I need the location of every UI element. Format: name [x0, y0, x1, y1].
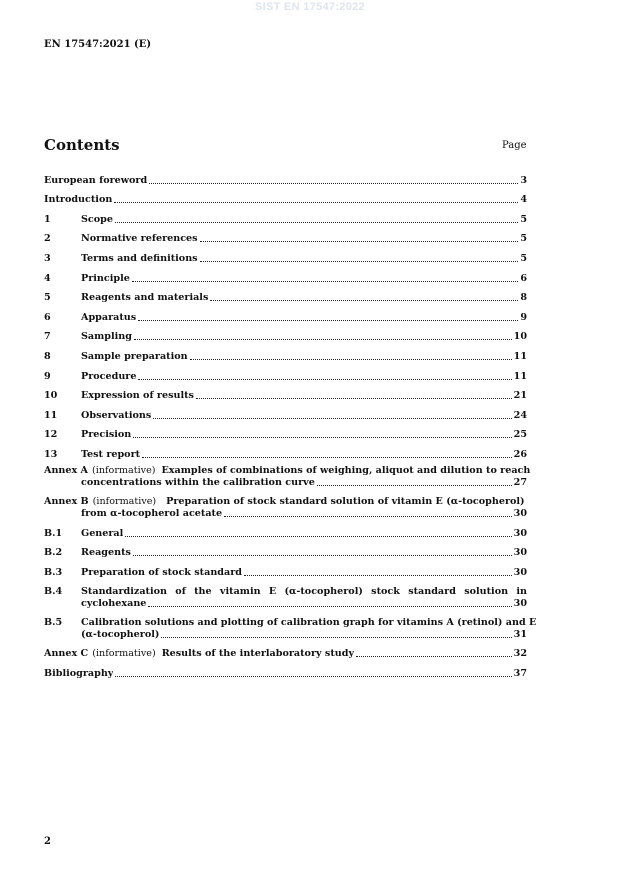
toc-entry-page: 6: [520, 272, 527, 284]
toc-entry-title: Principle: [81, 272, 130, 284]
toc-entry-number: B.4: [44, 585, 63, 597]
toc-entry-number: 1: [44, 213, 51, 225]
dot-leader: [115, 676, 511, 677]
toc-entry-page: 30: [513, 547, 527, 559]
toc-entry-clause[interactable]: [44, 245, 527, 265]
dot-leader: [149, 183, 518, 184]
toc-entry-page: 10: [513, 331, 527, 343]
dot-leader: [153, 418, 511, 419]
toc-entry-title: Sample preparation: [81, 350, 188, 362]
toc-entry-title: Terms and definitions: [81, 252, 198, 264]
dot-leader: [133, 555, 512, 556]
toc-entry-introduction[interactable]: [44, 187, 527, 207]
toc-entry-title: Apparatus: [81, 311, 137, 323]
toc-entry-annex-a[interactable]: [44, 464, 531, 489]
toc-entry-page: 21: [513, 390, 527, 402]
toc-entry-title: Bibliography: [44, 667, 114, 679]
toc-entry-title: Procedure: [81, 370, 137, 382]
toc-entry-page: 5: [520, 252, 527, 264]
toc-entry-number: 5: [44, 292, 51, 304]
toc-entry-number: 9: [44, 370, 51, 382]
toc-entry-title-line1: Calibration solutions and plotting of calibration graph for vitamins A (retinol) and E: [81, 616, 537, 628]
toc-entry-page: 24: [513, 409, 527, 421]
toc-entry-page: 26: [513, 448, 527, 460]
annex-title-line1: Examples of combinations of weighing, aliquot and dilution to reach: [161, 464, 531, 476]
toc-entry-number: 10: [44, 390, 58, 402]
dot-leader: [134, 339, 512, 340]
toc-entry-number: 2: [44, 233, 51, 245]
toc-entry-number: B.2: [44, 547, 63, 559]
toc-entry-page: 9: [520, 311, 527, 323]
dot-leader: [200, 261, 519, 262]
toc-entry-b-clause[interactable]: [44, 520, 527, 540]
toc-entry-bibliography[interactable]: [44, 660, 527, 680]
toc-entry-number: 3: [44, 252, 51, 264]
toc-entry-title-line1: Standardization of the vitamin E (α-tocopherol) stock standard solution in: [81, 585, 527, 597]
toc-entry-number: 13: [44, 448, 58, 460]
toc-entry-title: Introduction: [44, 194, 113, 206]
toc-entry-page: 11: [513, 370, 527, 382]
document-id: EN 17547:2021 (E): [44, 39, 152, 50]
annex-title-line2: from α-tocopherol acetate: [81, 507, 223, 519]
toc-entry-page: 27: [513, 476, 527, 488]
toc-entry-page: 25: [513, 429, 527, 441]
toc-entry-b5[interactable]: [44, 616, 537, 641]
toc-entry-clause[interactable]: [44, 383, 527, 403]
toc-entry-page: 5: [520, 233, 527, 245]
toc-entry-b4[interactable]: [44, 586, 527, 610]
dot-leader: [196, 398, 512, 399]
contents-title: Contents: [44, 136, 120, 154]
dot-leader: [138, 320, 518, 321]
toc-entry-number: 6: [44, 311, 51, 323]
dot-leader: [244, 575, 512, 576]
toc-entry-clause[interactable]: [44, 285, 527, 305]
annex-label: Annex A: [44, 464, 89, 476]
dot-leader: [224, 516, 512, 517]
toc-entry-clause[interactable]: [44, 206, 527, 226]
toc-entry-clause[interactable]: [44, 304, 527, 324]
annex-type: (informative): [92, 648, 156, 660]
toc-entry-number: 8: [44, 350, 51, 362]
dot-leader: [200, 241, 519, 242]
toc-entry-annex-b[interactable]: [44, 496, 527, 520]
toc-entry-page: 32: [513, 648, 527, 660]
toc-entry-title: European foreword: [44, 174, 148, 186]
toc-entry-clause[interactable]: [44, 422, 527, 442]
toc-entry-clause[interactable]: [44, 343, 527, 363]
toc-entry-annex-c[interactable]: [44, 641, 527, 661]
toc-entry-european-foreword[interactable]: [44, 167, 527, 187]
toc-entry-title: Observations: [81, 409, 152, 421]
annex-type: (informative): [92, 495, 157, 507]
toc-entry-title-line2: cyclohexane: [81, 597, 147, 609]
toc-entry-page: 4: [520, 194, 527, 206]
toc-entry-page: 11: [513, 350, 527, 362]
toc-entry-clause[interactable]: [44, 324, 527, 344]
toc-entry-page: 37: [513, 667, 527, 679]
toc-entry-page: 30: [513, 597, 527, 609]
dot-leader: [317, 485, 512, 486]
toc-entry-page: 8: [520, 292, 527, 304]
toc-entry-clause[interactable]: [44, 402, 527, 422]
toc-entry-clause[interactable]: [44, 363, 527, 383]
toc-entry-title: Test report: [81, 448, 141, 460]
dot-leader: [356, 656, 512, 657]
toc-entry-clause[interactable]: [44, 441, 527, 461]
dot-leader: [133, 437, 511, 438]
toc-entry-number: 4: [44, 272, 51, 284]
toc-entry-page: 31: [513, 628, 527, 640]
watermark: SIST EN 17547:2022: [255, 1, 365, 13]
toc-entry-number: B.5: [44, 616, 63, 628]
toc-entry-number: B.3: [44, 566, 63, 578]
toc-entry-title: Precision: [81, 429, 132, 441]
dot-leader: [210, 300, 518, 301]
dot-leader: [125, 536, 511, 537]
dot-leader: [142, 457, 512, 458]
annex-label: Annex C: [44, 648, 89, 660]
annex-title-line2: concentrations within the calibration curve: [81, 476, 315, 488]
toc-entry-title: Reagents and materials: [81, 292, 209, 304]
toc-entry-title: Reagents: [81, 547, 131, 559]
dot-leader: [115, 222, 518, 223]
toc-entry-title: Preparation of stock standard: [81, 566, 242, 578]
dot-leader: [190, 359, 512, 360]
toc-entry-title: Normative references: [81, 233, 198, 245]
toc-entry-title: General: [81, 527, 124, 539]
dot-leader: [161, 637, 511, 638]
toc-entry-page: 5: [520, 213, 527, 225]
toc-entry-title: Results of the interlaboratory study: [161, 648, 355, 660]
toc-entry-clause[interactable]: [44, 265, 527, 285]
toc-entry-title: Expression of results: [81, 390, 194, 402]
toc-entry-title-line2: (α-tocopherol): [81, 628, 160, 640]
toc-entry-clause[interactable]: [44, 226, 527, 246]
dot-leader: [114, 202, 518, 203]
toc-entry-number: 11: [44, 409, 58, 421]
annex-label: Annex B: [44, 495, 89, 507]
toc-entry-title: Sampling: [81, 331, 132, 343]
toc-entry-page: 30: [513, 566, 527, 578]
toc-entry-b-clause[interactable]: [44, 540, 527, 560]
annex-type: (informative): [92, 464, 156, 476]
page-column-label: Page: [502, 140, 527, 151]
annex-title-line1: Preparation of stock standard solution of vitamin E (α-tocopherol): [166, 495, 525, 507]
table-of-contents: [44, 167, 537, 680]
toc-entry-title: Scope: [81, 213, 113, 225]
toc-entry-page: 30: [513, 527, 527, 539]
toc-entry-number: B.1: [44, 527, 63, 539]
dot-leader: [132, 281, 518, 282]
toc-entry-number: 12: [44, 429, 58, 441]
page-number: 2: [44, 836, 51, 847]
toc-entry-b-clause[interactable]: [44, 559, 527, 579]
toc-entry-number: 7: [44, 331, 51, 343]
toc-entry-page: 3: [520, 174, 527, 186]
toc-entry-page: 30: [513, 507, 527, 519]
dot-leader: [148, 606, 511, 607]
dot-leader: [138, 379, 511, 380]
